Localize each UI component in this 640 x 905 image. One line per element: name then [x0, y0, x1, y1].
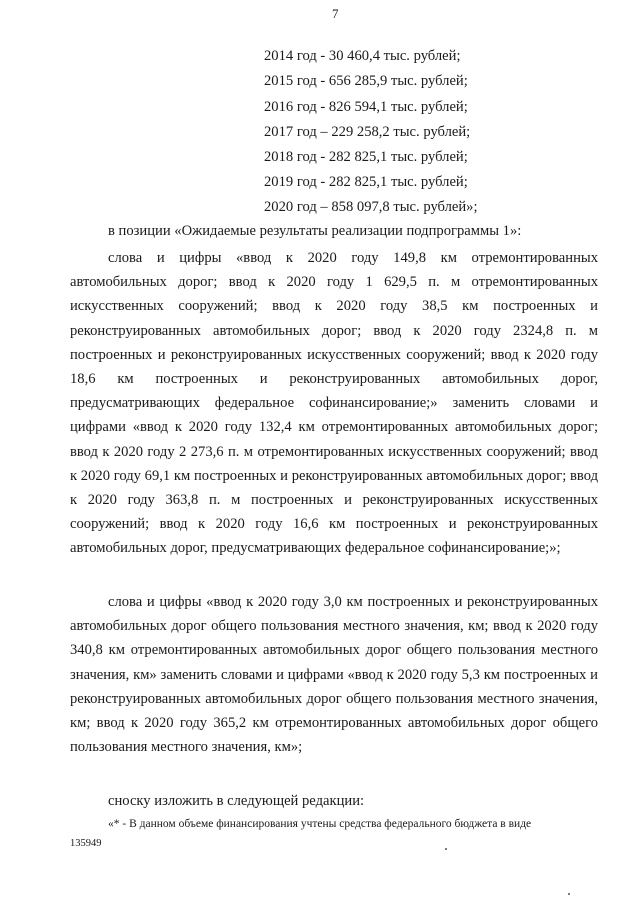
paragraph-replacement-1: слова и цифры «ввод к 2020 году 149,8 км отремонтированных автомобильных дорог; ввод к 2020 году 1 629,5 п. м отремонтированных искусственных сооружений; ввод к 2020 году 38,5 км построенных и реконструированных автомобильных дорог; ввод к 2020 году 2324,8 п. м построенных и реконструированных искусственных сооружений; ввод к 2020 году 18,6 км построенных и реконструированных автомобильных дорог, предусматривающих федеральное софинансирование;» заменить словами и цифрами «ввод к 2020 году 132,4 км отремонтированных автомобильных дорог; ввод к 2020 году 2 273,6 п. м отремонтированных искусственных сооружений; ввод к 2020 году 69,1 км построенных и реконструированных автомобильных дорог; ввод к 2020 году 363,8 п. м построенных и реконструированных искусственных сооружений; ввод к 2020 году 16,6 км построенных и реконструированных автомобильных дорог, предусматривающих федеральное софинансирование;»; [70, 250, 598, 557]
funding-line-2019: 2019 год - 282 825,1 тыс. рублей; [264, 174, 468, 190]
funding-line-2017: 2017 год – 229 258,2 тыс. рублей; [264, 124, 471, 140]
footnote-text: «* - В данном объеме финансирования учтены средства федерального бюджета в виде [108, 818, 532, 830]
scan-speck [445, 848, 447, 850]
position-heading: в позиции «Ожидаемые результаты реализации подпрограммы 1»: [108, 223, 522, 239]
funding-line-2016: 2016 год - 826 594,1 тыс. рублей; [264, 99, 468, 115]
document-id: 135949 [70, 838, 102, 849]
scan-speck [568, 893, 570, 895]
paragraph-replacement-2: слова и цифры «ввод к 2020 году 3,0 км построенных и реконструированных автомобильных дорог общего пользования местного значения, км; ввод к 2020 году 340,8 км отремонтированных автомобильных дорог общего пользования местного значения, км» заменить словами и цифрами «ввод к 2020 году 5,3 км построенных и реконструированных автомобильных дорог общего пользования местного значения, км; ввод к 2020 году 365,2 км отремонтированных автомобильных дорог общего пользования местного значения, км»; [70, 594, 598, 756]
funding-line-2020: 2020 год – 858 097,8 тыс. рублей»; [264, 199, 478, 215]
funding-line-2014: 2014 год - 30 460,4 тыс. рублей; [264, 48, 461, 64]
page-number: 7 [332, 6, 339, 21]
footnote-heading: сноску изложить в следующей редакции: [108, 793, 365, 809]
funding-line-2015: 2015 год - 656 285,9 тыс. рублей; [264, 73, 468, 89]
funding-line-2018: 2018 год - 282 825,1 тыс. рублей; [264, 149, 468, 165]
